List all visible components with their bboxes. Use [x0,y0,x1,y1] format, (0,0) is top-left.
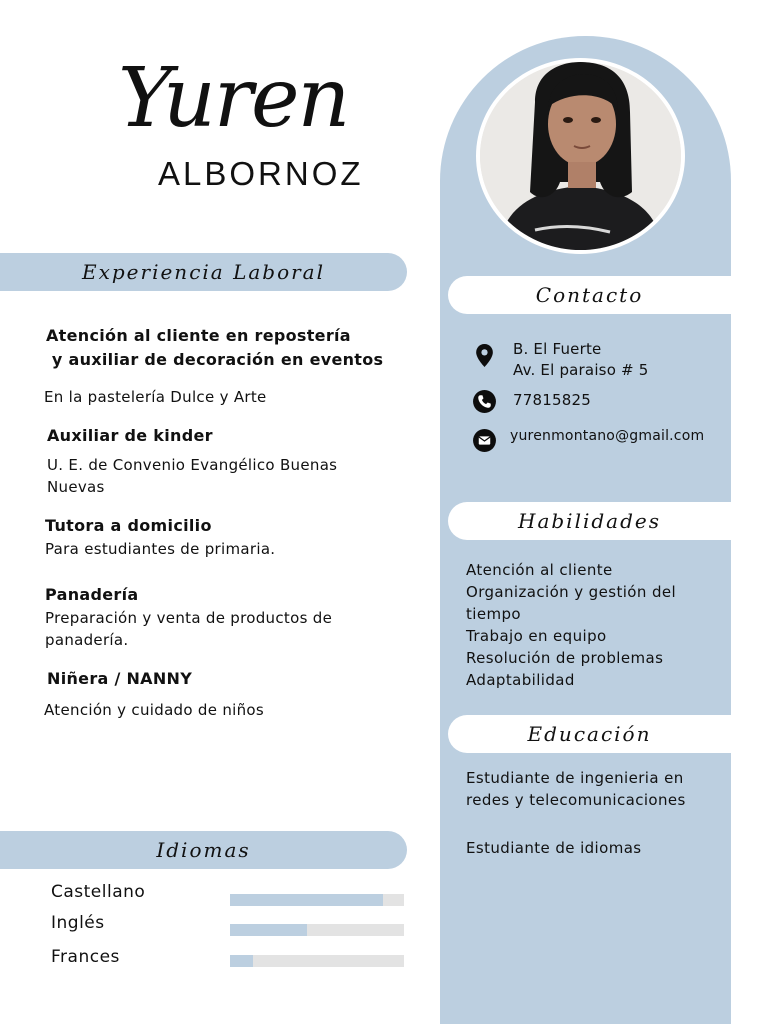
job-title: Auxiliar de kinder [47,426,213,445]
job-desc: Preparación y venta de productos de panadería. [45,609,333,649]
phone-icon [472,389,497,414]
email-icon [472,428,497,453]
contact-email [472,426,704,453]
skill-item: Organización y gestión del tiempo [466,583,677,623]
experience-section-header [0,253,407,291]
experience-title: Experiencia Laboral [82,260,325,284]
experience-list [44,324,414,721]
language-level-bar [230,955,404,967]
address-line-1: B. El Fuerte [513,340,602,358]
first-name: Yuren [118,51,349,146]
education-section-header [448,715,731,753]
skill-item: Adaptabilidad [466,671,575,689]
job-title: Atención al cliente en repostería y auxiliar de decoración en eventos [46,326,384,369]
contact-section-header [448,276,731,314]
education-item: Estudiante de idiomas [466,839,642,857]
skills-list [466,559,706,691]
phone-number[interactable]: 77815825 [513,391,591,409]
last-name: ALBORNOZ [158,155,364,192]
language-name: Frances [51,947,120,967]
job-item [46,324,414,408]
skills-section-header [448,502,731,540]
language-level-fill [230,955,253,967]
language-level-bar [230,924,404,936]
contact-address [472,339,649,381]
skill-item: Trabajo en equipo [466,627,607,645]
job-desc: Para estudiantes de primaria. [45,540,276,558]
job-item [44,667,414,721]
job-desc: En la pastelería Dulce y Arte [44,388,267,406]
job-desc: Atención y cuidado de niños [44,701,265,719]
job-item [47,424,414,498]
language-name: Inglés [51,913,105,933]
language-level-bar [230,894,404,906]
job-title: Panadería [45,585,139,604]
language-name: Castellano [51,882,146,902]
job-item [45,514,414,560]
address-line-2: Av. El paraiso # 5 [513,361,649,379]
email-address[interactable]: yurenmontano@gmail.com [510,428,705,444]
language-level-fill [230,894,383,906]
location-pin-icon [472,343,497,368]
skill-item: Atención al cliente [466,561,613,579]
job-desc: U. E. de Convenio Evangélico Buenas Nuevas [47,456,338,496]
education-title: Educación [527,722,652,746]
profile-photo [476,58,685,254]
education-list [466,767,716,859]
language-level-fill [230,924,307,936]
languages-section-header [0,831,407,869]
job-title: Tutora a domicilio [45,516,212,535]
job-title: Niñera / NANNY [47,669,193,688]
languages-title: Idiomas [156,838,251,862]
education-item: Estudiante de ingenieria en redes y telecomunicaciones [466,769,686,809]
job-item [45,583,414,651]
contact-title: Contacto [535,283,644,307]
skills-title: Habilidades [518,509,661,533]
skill-item: Resolución de problemas [466,649,664,667]
contact-phone [472,389,591,414]
